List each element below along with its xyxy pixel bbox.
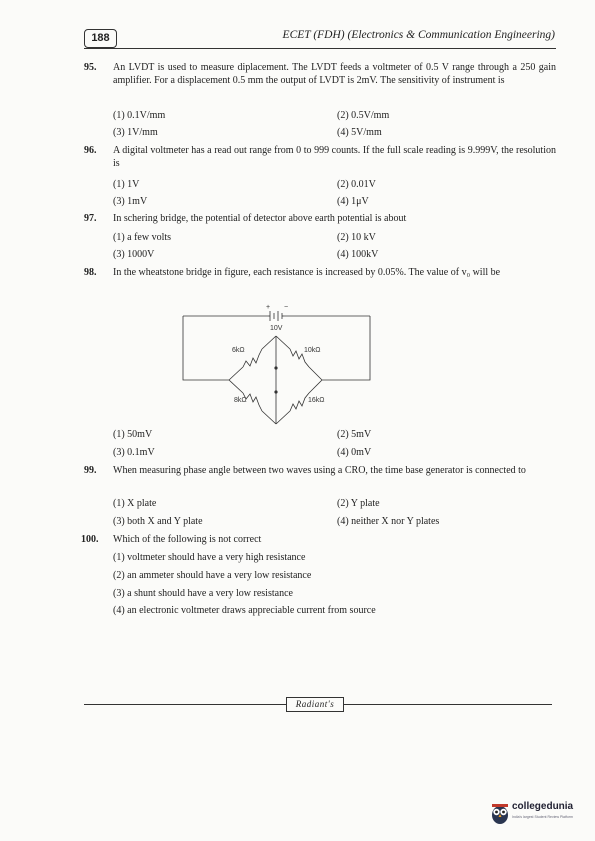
logo-wordmark: collegedunia	[512, 801, 574, 812]
option: (2) 0.01V	[337, 179, 376, 190]
option: (1) 50mV	[113, 429, 153, 440]
resistor-label-16k: 16kΩ	[308, 397, 325, 404]
option: (3) 1mV	[113, 196, 148, 207]
option: (4) neither X nor Y plates	[337, 516, 440, 527]
header-title: ECET (FDH) (Electronics & Communication Engineering)	[282, 29, 555, 41]
option: (1) voltmeter should have a very high resistance	[113, 552, 306, 563]
option: (3) 1V/mm	[113, 127, 158, 138]
option: (2) 5mV	[337, 429, 372, 440]
option: (3) both X and Y plate	[113, 516, 203, 527]
question-text: When measuring phase angle between two waves using a CRO, the time base generator is connected to	[113, 465, 526, 476]
option: (4) 100kV	[337, 249, 379, 260]
footer-divider	[84, 704, 286, 705]
collegedunia-logo	[490, 799, 590, 827]
question-number: 98.	[84, 267, 97, 278]
option: (1) X plate	[113, 498, 157, 509]
source-label: 10V	[270, 325, 283, 332]
question-number: 100.	[81, 534, 99, 545]
owl-mascot-icon	[490, 801, 510, 825]
question-number: 97.	[84, 213, 97, 224]
logo-tagline: India's largest Student Review Platform	[512, 815, 573, 819]
page-number: 188	[84, 29, 117, 48]
option: (1) 1V	[113, 179, 140, 190]
question-text: A digital voltmeter has a read out range from 0 to 999 counts. If the full scale reading is 9.999V, the resolution is	[113, 145, 556, 169]
option: (4) an electronic voltmeter draws appreciable current from source	[113, 605, 376, 616]
footer-brand: Radiant's	[286, 697, 344, 712]
option: (3) a shunt should have a very low resistance	[113, 588, 293, 599]
option: (1) 0.1V/mm	[113, 110, 166, 121]
footer-divider	[342, 704, 552, 705]
resistor-label-6k: 6kΩ	[232, 347, 245, 354]
option: (2) 10 kV	[337, 232, 376, 243]
option: (4) 1μV	[337, 196, 369, 207]
question-text: An LVDT is used to measure diplacement. The LVDT feeds a voltmeter of 0.5 V range through a 250 gain amplifier. For a displacement 0.5 mm the output of LVDT is 2mV. The sensitivity of instrument is	[113, 62, 556, 86]
question-text: In the wheatstone bridge in figure, each resistance is increased by 0.05%. The value of v₀ will be	[113, 267, 501, 278]
option: (4) 0mV	[337, 447, 372, 458]
option: (2) 0.5V/mm	[337, 110, 390, 121]
node-dot	[274, 390, 277, 393]
battery-plus-sign: +	[266, 304, 271, 311]
question-number: 96.	[84, 145, 97, 156]
option: (3) 0.1mV	[113, 447, 155, 458]
option: (4) 5V/mm	[337, 127, 382, 138]
option: (3) 1000V	[113, 249, 155, 260]
node-dot	[274, 366, 277, 369]
option: (1) a few volts	[113, 232, 172, 243]
resistor-label-8k: 8kΩ	[234, 397, 247, 404]
question-number: 95.	[84, 62, 97, 73]
question-text: In schering bridge, the potential of detector above earth potential is about	[113, 213, 407, 224]
question-number: 99.	[84, 465, 97, 476]
battery-minus-sign: −	[284, 304, 289, 311]
option: (2) an ammeter should have a very low resistance	[113, 570, 312, 581]
option: (2) Y plate	[337, 498, 380, 509]
resistor-label-10k: 10kΩ	[304, 347, 321, 354]
question-text: Which of the following is not correct	[113, 534, 262, 545]
